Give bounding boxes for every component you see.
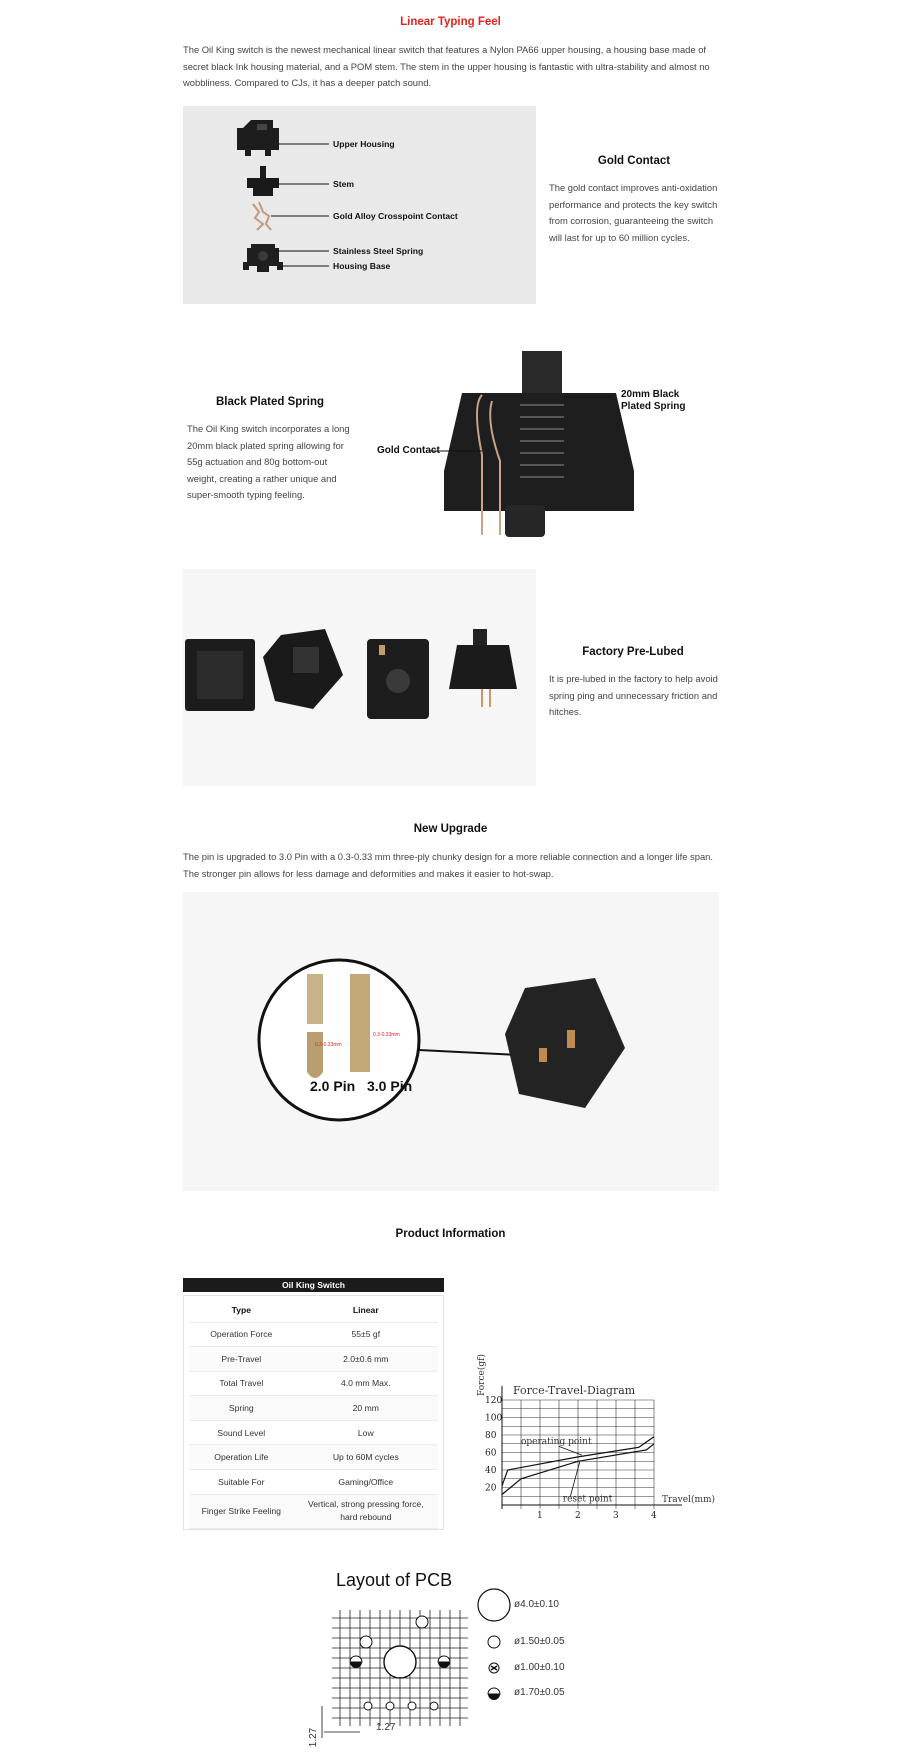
- spec-row: [189, 1322, 438, 1347]
- spec-row: [189, 1445, 438, 1470]
- y-tick-label: 80: [485, 1431, 497, 1441]
- y-tick-label: 120: [485, 1396, 503, 1406]
- legend-label-1mm: ø1.00±0.10: [514, 1662, 565, 1673]
- y-tick-label: 20: [485, 1483, 497, 1494]
- pin-upgrade-photo-panel: [183, 892, 719, 1191]
- label-2-pin: 2.0 Pin: [310, 1078, 356, 1094]
- spec-row: [189, 1420, 438, 1445]
- switch-angled: [263, 629, 343, 709]
- spec-value: 55±5 gf: [294, 1322, 438, 1347]
- black-plated-spring-title: Black Plated Spring: [215, 396, 324, 408]
- label-stem: Stem: [333, 179, 355, 189]
- x-tick-label: 3: [613, 1511, 619, 1521]
- pcb-grid-svg: [310, 1560, 610, 1760]
- spec-table-card: [183, 1278, 444, 1543]
- x-axis-label: Travel(mm): [662, 1495, 716, 1505]
- switch-cross-section: [370, 345, 700, 545]
- spec-header-key: Type: [189, 1298, 294, 1322]
- pcb-layout-figure: [310, 1560, 610, 1760]
- upper-housing-part: [237, 120, 279, 156]
- spec-header-value: Linear: [294, 1298, 438, 1322]
- legend-hole-1-7mm: [488, 1688, 500, 1694]
- annotation-operating-point: operating point: [521, 1436, 592, 1447]
- y-axis-label: Force(gf): [477, 1354, 487, 1396]
- pcb-dim-horizontal: 1.27: [376, 1722, 396, 1733]
- spec-table: [189, 1298, 438, 1529]
- spec-value: Low: [294, 1420, 438, 1445]
- legend-hole-4mm: [478, 1589, 510, 1621]
- spec-key: Sound Level: [189, 1420, 294, 1445]
- spec-table-title: Oil King Switch: [183, 1278, 444, 1292]
- pcb-pin-hole-right: [416, 1616, 428, 1628]
- label-upper-housing: Upper Housing: [333, 139, 395, 149]
- dim-label-right: 0.3-0.33mm: [373, 1032, 400, 1038]
- legend-label-1-7mm: ø1.70±0.05: [514, 1687, 565, 1698]
- spec-row: [189, 1494, 438, 1528]
- x-tick-label: 4: [651, 1511, 657, 1521]
- y-tick-label: 60: [485, 1448, 497, 1459]
- spec-key: Operation Life: [189, 1445, 294, 1470]
- pcb-center-hole: [384, 1646, 416, 1678]
- gold-contact-title: Gold Contact: [597, 155, 671, 167]
- black-plated-spring-text: The Oil King switch incorporates a long 20mm black plated spring allowing for 55g actuation and 80g bottom-out weight, creating a rather unique and super-smooth typing feeling.: [187, 423, 350, 500]
- spec-key: Total Travel: [189, 1371, 294, 1396]
- exploded-view-panel: [183, 106, 536, 304]
- spec-value: 4.0 mm Max.: [294, 1371, 438, 1396]
- exploded-switch-illustration: [183, 106, 536, 304]
- label-gold-contact: Gold Contact: [377, 445, 440, 456]
- annotation-line-operating: [559, 1446, 582, 1455]
- product-info-title: Product Information: [395, 1228, 506, 1240]
- pre-lubed-title: Factory Pre-Lubed: [582, 646, 684, 658]
- label-stainless-spring: Stainless Steel Spring: [333, 246, 424, 256]
- angled-switch-shape: [505, 978, 625, 1108]
- spec-key: Operation Force: [189, 1322, 294, 1347]
- label-gold-alloy-contact: Gold Alloy Crosspoint Contact: [333, 211, 458, 221]
- spec-value: Vertical, strong pressing force, hard rebound: [294, 1494, 438, 1528]
- chart-title: Force-Travel-Diagram: [513, 1384, 636, 1397]
- intro-paragraph: The Oil King switch is the newest mechanical linear switch that features a Nylon PA66 upper housing, a housing base made of secret black Ink housing material, and a POM stem. The stem in the upper housing is fantastic with ultra-stability and almost no wobbliness. Compared to CJs, it has a deeper patch sound.: [183, 44, 710, 88]
- dim-label-left: 0.3-0.33mm: [315, 1042, 342, 1048]
- force-travel-chart: [472, 1320, 722, 1530]
- switch-side: [449, 629, 517, 707]
- section-title-linear-typing: Linear Typing Feel: [400, 16, 501, 28]
- spec-row: [189, 1347, 438, 1372]
- spec-key: Suitable For: [189, 1470, 294, 1495]
- annotation-reset-point: reset point: [562, 1494, 613, 1505]
- spec-row: [189, 1470, 438, 1495]
- pcb-dim-vertical: 1.27: [308, 1727, 320, 1748]
- stem-part: [247, 166, 279, 196]
- label-spring-line1: 20mm Black: [621, 389, 680, 400]
- spec-header-row: [189, 1298, 438, 1322]
- gold-contact-part: [253, 202, 271, 230]
- switch-bottom: [367, 639, 429, 719]
- spec-value: 20 mm: [294, 1396, 438, 1421]
- spec-key: Finger Strike Feeling: [189, 1494, 294, 1528]
- spec-value: Gaming/Office: [294, 1470, 438, 1495]
- pcb-pin-hole-left: [360, 1636, 372, 1648]
- pre-lubed-text: It is pre-lubed in the factory to help avoid spring ping and unnecessary friction and hitches.: [549, 673, 718, 717]
- spec-key: Pre-Travel: [189, 1347, 294, 1372]
- spec-key: Spring: [189, 1396, 294, 1421]
- x-tick-label: 2: [575, 1511, 581, 1521]
- spec-row: [189, 1371, 438, 1396]
- new-upgrade-text: The pin is upgraded to 3.0 Pin with a 0.3-0.33 mm three-ply chunky design for a more reliable connection and a longer life span. The stronger pin allows for less damage and deformities and makes it easier to hot-swap.: [183, 851, 713, 879]
- four-switches-photo: [183, 569, 536, 786]
- legend-hole-1-5mm: [488, 1636, 500, 1648]
- legend-label-1-5mm: ø1.50±0.05: [514, 1636, 565, 1647]
- pcb-title: Layout of PCB: [336, 1570, 453, 1590]
- force-travel-chart-svg: [472, 1320, 722, 1530]
- switch-front: [185, 639, 255, 711]
- spec-value: Up to 60M cycles: [294, 1445, 438, 1470]
- housing-base-part: [243, 244, 283, 272]
- pin-comparison-illustration: [183, 892, 719, 1191]
- label-3-pin: 3.0 Pin: [367, 1078, 413, 1094]
- spec-row: [189, 1396, 438, 1421]
- spec-value: 2.0±0.6 mm: [294, 1347, 438, 1372]
- label-spring-line2: Plated Spring: [621, 401, 686, 412]
- pre-lubed-photo-panel: [183, 569, 536, 786]
- gold-contact-text: The gold contact improves anti-oxidation performance and protects the key switch from corrosion, guaranteeing the switch will last for up to 60 million cycles.: [549, 182, 718, 243]
- y-tick-label: 40: [485, 1466, 497, 1476]
- label-housing-base: Housing Base: [333, 261, 391, 271]
- y-tick-label: 100: [485, 1413, 503, 1424]
- legend-label-4mm: ø4.0±0.10: [514, 1599, 559, 1610]
- x-tick-label: 1: [537, 1511, 543, 1521]
- new-upgrade-title: New Upgrade: [413, 823, 488, 835]
